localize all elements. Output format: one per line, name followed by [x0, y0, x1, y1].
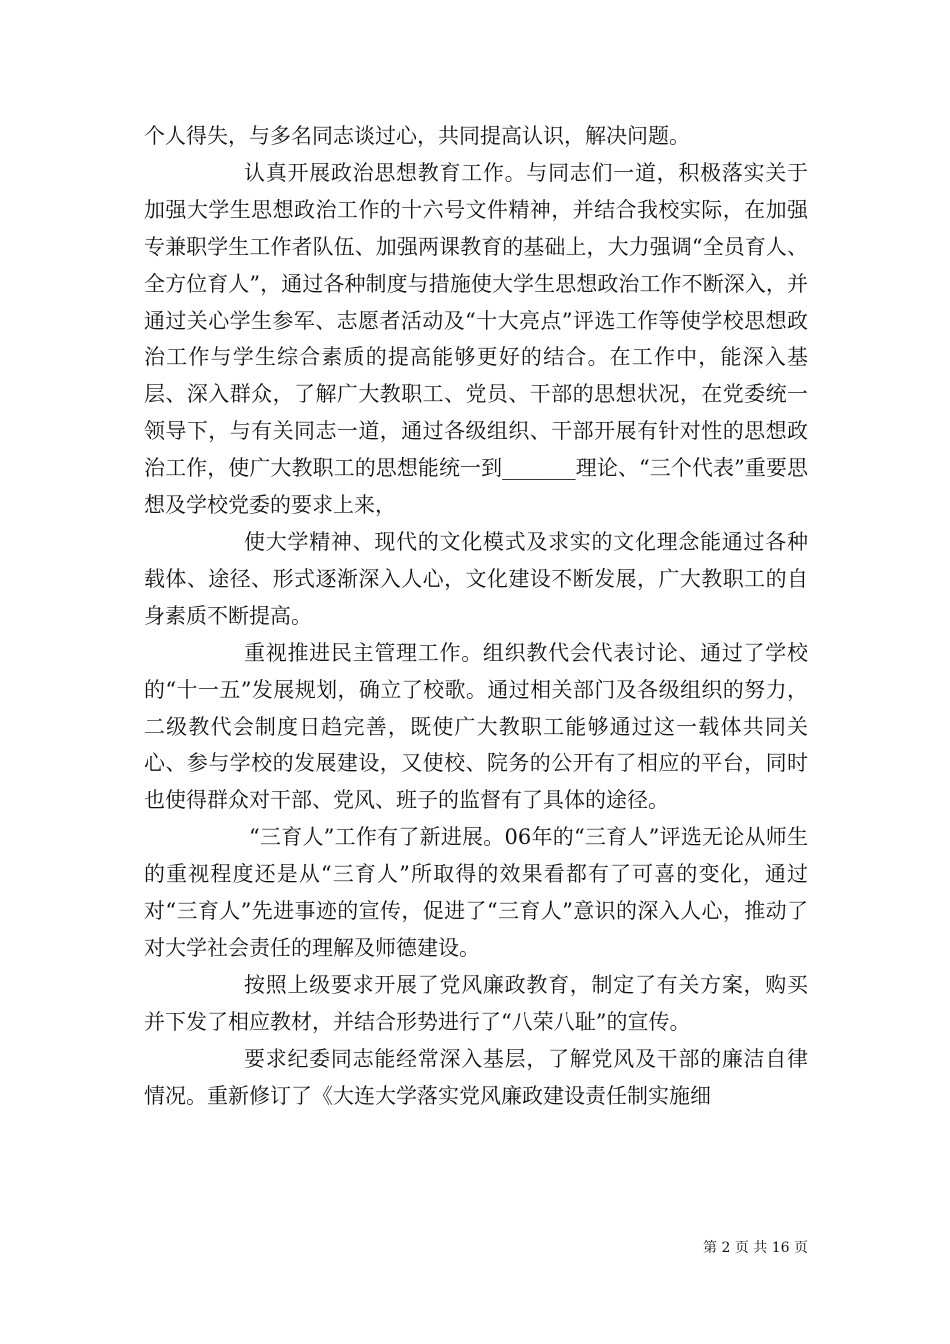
paragraph-7: 要求纪委同志能经常深入基层，了解党风及干部的廉洁自律情况。重新修订了《大连大学落实党风廉政建设责任制实施细 [144, 1046, 808, 1108]
paragraph-4: 重视推进民主管理工作。组织教代会代表讨论、通过了学校的“十一五”发展规划，确立了校歌。通过相关部门及各级组织的努力，二级教代会制度日趋完善，既使广大教职工能够通过这一载体共同关心、参与学校的发展建设，又使校、院务的公开有了相应的平台，同时也使得群众对干部、党风、班子的监督有了具体的途径。 [144, 640, 808, 813]
document-body [144, 118, 808, 1114]
paragraph-1: 个人得失，与多名同志谈过心，共同提高认识，解决问题。 [144, 124, 690, 148]
paragraph-5: “三育人”工作有了新进展。06年的“三育人”评选无论从师生的重视程度还是从“三育人”所取得的效果看都有了可喜的变化，通过对“三育人”先进事迹的宣传，促进了“三育人”意识的深入人心，推动了对大学社会责任的理解及师德建设。 [144, 825, 808, 960]
page-number-footer: 第 2 页 共 16 页 [703, 1240, 808, 1256]
paragraph-6: 按照上级要求开展了党风廉政教育，制定了有关方案，购买并下发了相应教材，并结合形势进行了“八荣八耻”的宣传。 [144, 972, 808, 1034]
paragraph-3: 使大学精神、现代的文化模式及求实的文化理念能通过各种载体、途径、形式逐渐深入人心，文化建设不断发展，广大教职工的自身素质不断提高。 [144, 529, 808, 628]
paragraph-2: 认真开展政治思想教育工作。与同志们一道，积极落实关于加强大学生思想政治工作的十六号文件精神，并结合我校实际，在加强专兼职学生工作者队伍、加强两课教育的基础上，大力强调“全员育人、全方位育人”，通过各种制度与措施使大学生思想政治工作不断深入，并通过关心学生参军、志愿者活动及“十大亮点”评选工作等使学校思想政治工作与学生综合素质的提高能够更好的结合。在工作中，能深入基层、深入群众，了解广大教职工、党员、干部的思想状况，在党委统一领导下，与有关同志一道，通过各级组织、干部开展有针对性的思想政治工作，使广大教职工的思想能统一到_______理论、“三个代表”重要思想及学校党委的要求上来， [144, 160, 808, 518]
